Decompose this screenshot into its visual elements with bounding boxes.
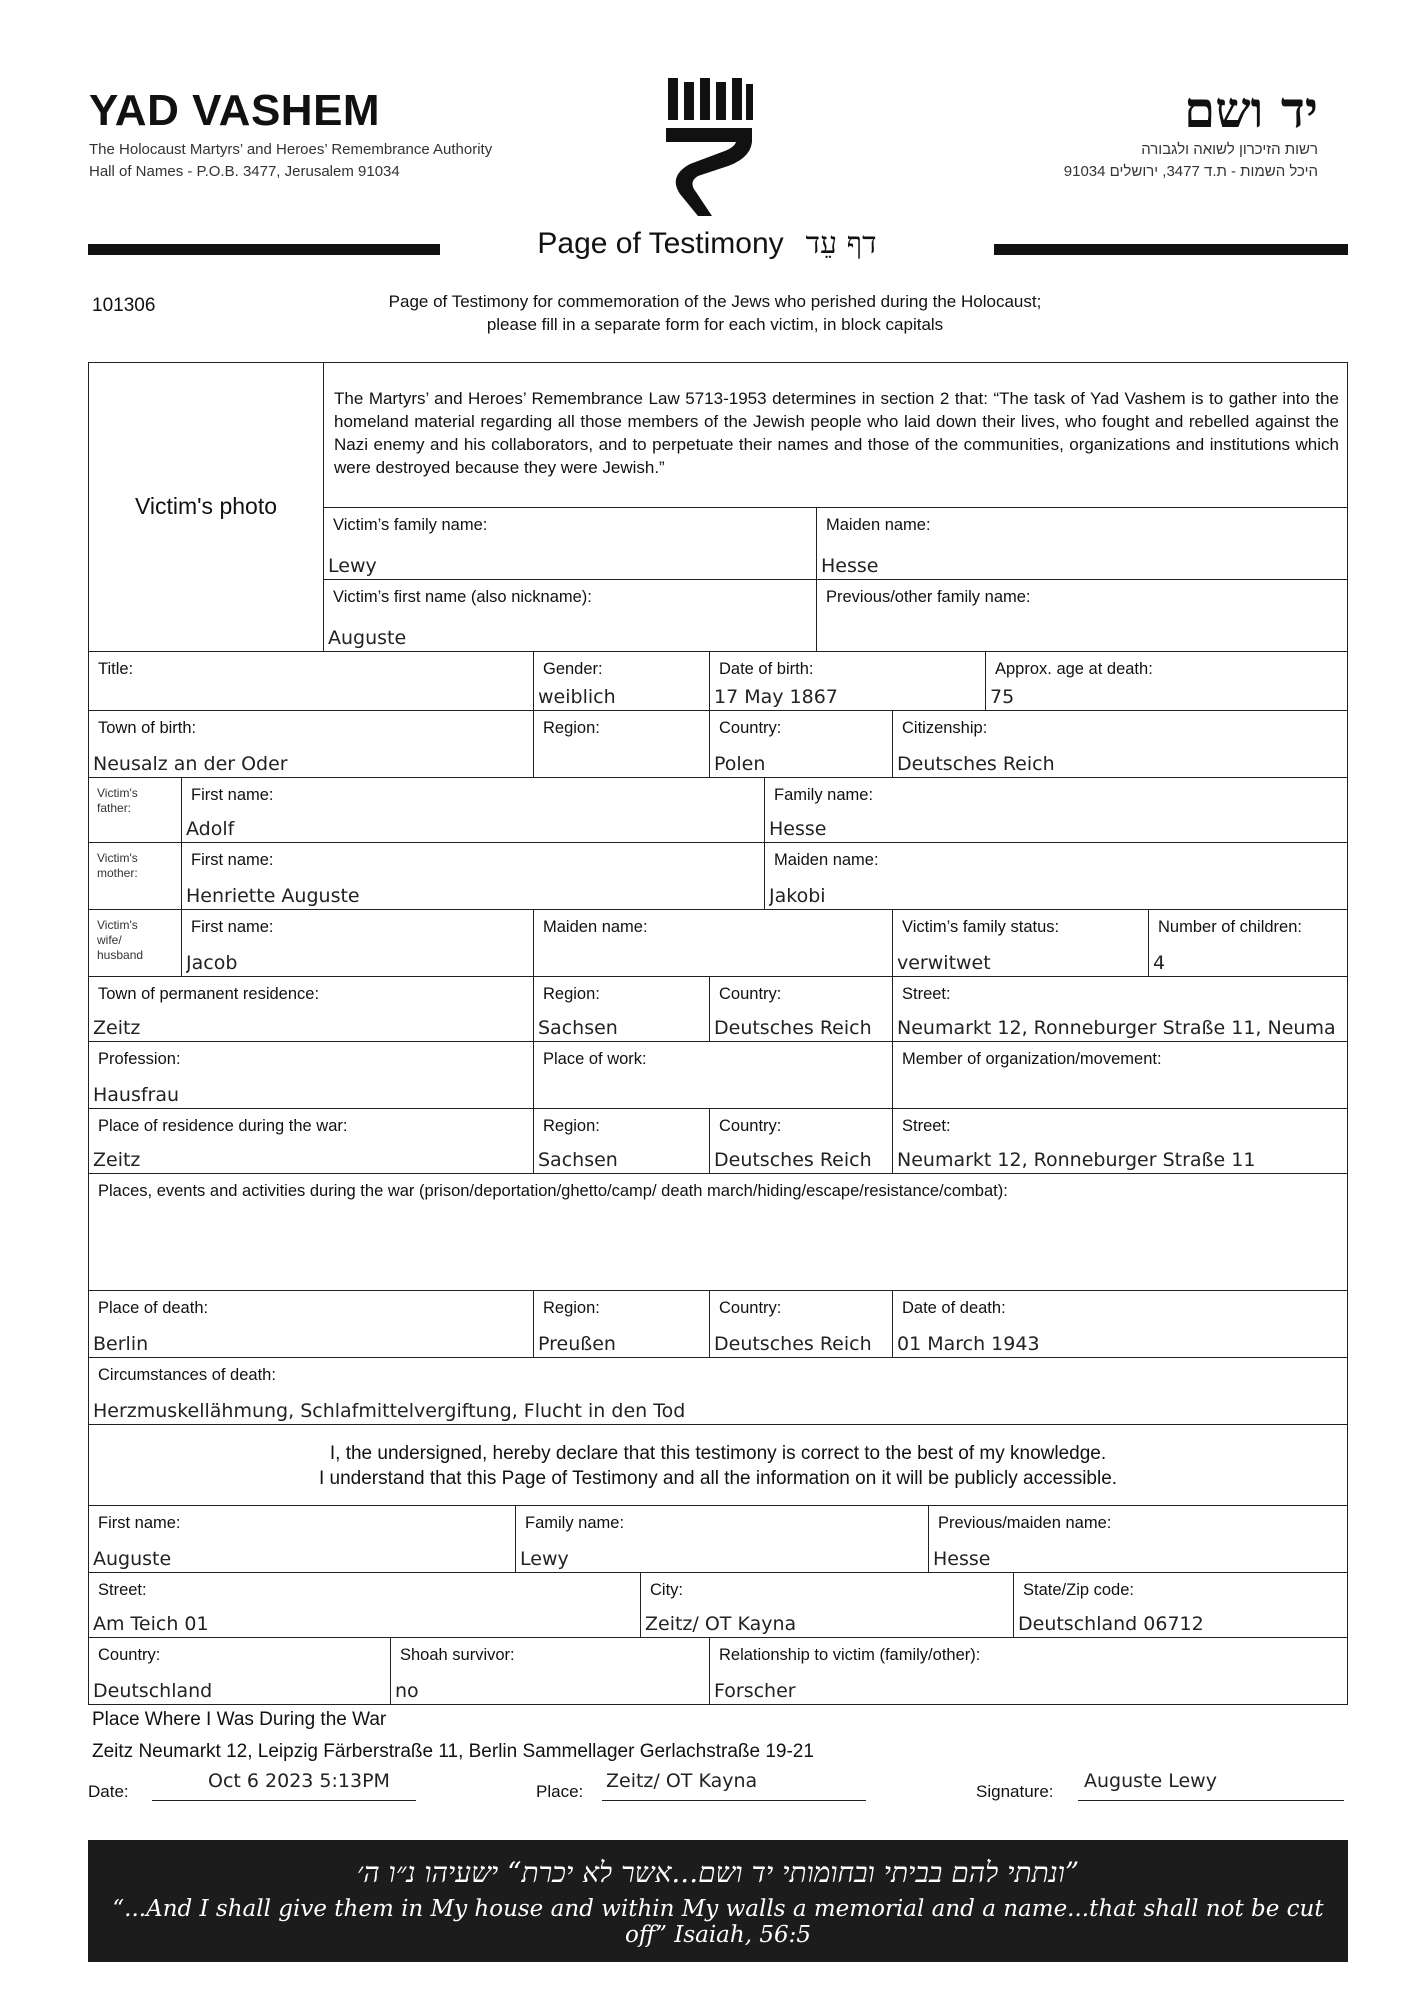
date-of-death-field[interactable] <box>892 1290 1348 1358</box>
residence-region-value: Sachsen <box>538 1017 618 1039</box>
org-subtitle-hebrew-line2: היכל השמות - ת.ד 3477, ירושלים 91034 <box>1063 163 1318 180</box>
residence-region-field[interactable] <box>533 976 710 1042</box>
place-label: Place: <box>536 1782 584 1801</box>
mother-side-label: Victim's mother: <box>97 851 138 880</box>
declaration-line1: I, the undersigned, hereby declare that this testimony is correct to the best of my knowledge. <box>329 1443 1107 1464</box>
form-intro <box>330 290 1100 336</box>
victim-photo-label: Victim's photo <box>134 493 278 519</box>
victim-age-label: Approx. age at death: <box>995 660 1153 678</box>
victim-title-label: Title: <box>98 660 134 678</box>
citizenship-label: Citizenship: <box>902 719 988 737</box>
country-of-birth-field[interactable] <box>709 710 893 778</box>
region-of-birth-field[interactable] <box>533 710 710 778</box>
father-side-label-box <box>88 777 182 843</box>
town-of-birth-field[interactable] <box>88 710 534 778</box>
country-of-birth-label: Country: <box>719 719 782 737</box>
residence-country-label: Country: <box>719 985 782 1003</box>
war-residence-place-value: Zeitz <box>93 1149 141 1171</box>
submitter-city-value: Zeitz/ OT Kayna <box>645 1613 797 1635</box>
submitter-first-name-field[interactable] <box>88 1505 516 1573</box>
father-family-name-label: Family name: <box>774 786 874 804</box>
victim-maiden-name-value: Hesse <box>821 555 879 577</box>
victim-maiden-name-label: Maiden name: <box>826 516 931 534</box>
war-place-label: Place Where I Was During the War <box>92 1709 387 1730</box>
victim-family-name-value: Lewy <box>328 555 377 577</box>
death-region-label: Region: <box>543 1299 600 1317</box>
submitter-previous-name-field[interactable] <box>928 1505 1348 1573</box>
footer-quote-english: “...And I shall give them in My house and within My walls a memorial and a name...that shall not be cut off” Isaiah, 56:5 <box>112 1896 1324 1948</box>
org-subtitle <box>89 139 492 183</box>
page-title <box>0 226 1414 261</box>
place-of-work-field[interactable] <box>533 1041 893 1109</box>
victim-family-name-field[interactable] <box>323 507 817 580</box>
victim-first-name-value: Auguste <box>328 627 407 649</box>
victim-previous-name-label: Previous/other family name: <box>826 588 1031 606</box>
date-value: Oct 6 2023 5:13PM <box>208 1770 390 1792</box>
org-subtitle-hebrew-line1: רשות הזיכרון לשואה ולגבורה <box>1141 141 1318 158</box>
declaration-box <box>88 1424 1348 1506</box>
victim-dob-value: 17 May 1867 <box>714 686 838 708</box>
family-status-label: Victim’s family status: <box>902 918 1060 936</box>
submitter-zip-field[interactable] <box>1013 1572 1348 1638</box>
spouse-side-label-box <box>88 909 182 977</box>
war-residence-country-label: Country: <box>719 1117 782 1135</box>
war-residence-region-field[interactable] <box>533 1108 710 1174</box>
submitter-country-field[interactable] <box>88 1637 391 1705</box>
org-name-hebrew: יד ושם <box>1184 80 1318 139</box>
submitter-country-label: Country: <box>98 1646 161 1664</box>
law-text: The Martyrs’ and Heroes’ Remembrance Law 5713-1953 determines in section 2 that: “The task of Yad Vashem is to gather into the homeland material regarding all those members of the Jewish people who laid down their lives, who fought and rebelled against the Nazi enemy and his collaborators, and to perpetuate their names and those of the communities, organizations and institutions which were destroyed because they were Jewish.” <box>334 389 1339 477</box>
law-text-box <box>323 362 1348 508</box>
death-country-label: Country: <box>719 1299 782 1317</box>
shoah-survivor-field[interactable] <box>390 1637 710 1705</box>
org-subtitle-line1: The Holocaust Martyrs’ and Heroes’ Remembrance Authority <box>89 141 493 158</box>
residence-town-label: Town of permanent residence: <box>98 985 320 1003</box>
victim-first-name-label: Victim’s first name (also nickname): <box>333 588 592 606</box>
submitter-previous-name-label: Previous/maiden name: <box>938 1514 1112 1532</box>
signature-field[interactable] <box>1078 1768 1344 1801</box>
number-of-children-field[interactable] <box>1148 909 1348 977</box>
relationship-label: Relationship to victim (family/other): <box>719 1646 981 1664</box>
place-of-death-label: Place of death: <box>98 1299 209 1317</box>
form-intro-line1: Page of Testimony for commemoration of the Jews who perished during the Holocaust; <box>388 292 1042 311</box>
war-residence-country-field[interactable] <box>709 1108 893 1174</box>
victim-family-name-label: Victim’s family name: <box>333 516 488 534</box>
submitter-previous-name-value: Hesse <box>933 1548 991 1570</box>
war-residence-street-value: Neumarkt 12, Ronneburger Straße 11 <box>897 1149 1256 1171</box>
death-region-value: Preußen <box>538 1333 616 1355</box>
residence-country-field[interactable] <box>709 976 893 1042</box>
country-of-birth-value: Polen <box>714 753 766 775</box>
father-first-name-label: First name: <box>191 786 274 804</box>
footer-quote-banner <box>88 1840 1348 1962</box>
place-of-death-value: Berlin <box>93 1333 149 1355</box>
place-of-death-field[interactable] <box>88 1290 534 1358</box>
date-of-death-label: Date of death: <box>902 1299 1006 1317</box>
death-country-value: Deutsches Reich <box>714 1333 872 1355</box>
org-subtitle-hebrew <box>1064 139 1318 183</box>
residence-street-value: Neumarkt 12, Ronneburger Straße 11, Neuma <box>897 1017 1336 1039</box>
page-title-english: Page of Testimony <box>537 227 784 260</box>
submitter-zip-value: Deutschland 06712 <box>1018 1613 1204 1635</box>
residence-town-value: Zeitz <box>93 1017 141 1039</box>
father-family-name-field[interactable] <box>764 777 1348 843</box>
submitter-family-name-label: Family name: <box>525 1514 625 1532</box>
profession-field[interactable] <box>88 1041 534 1109</box>
submitter-city-field[interactable] <box>640 1572 1014 1638</box>
declaration-line2: I understand that this Page of Testimony and all the information on it will be publicly accessible. <box>318 1468 1118 1489</box>
residence-street-label: Street: <box>902 985 951 1003</box>
war-residence-place-field[interactable] <box>88 1108 534 1174</box>
org-subtitle-line2: Hall of Names - P.O.B. 3477, Jerusalem 91034 <box>89 163 400 180</box>
citizenship-value: Deutsches Reich <box>897 753 1055 775</box>
form-intro-line2: please fill in a separate form for each victim, in block capitals <box>486 315 944 334</box>
declaration-text <box>89 1441 1347 1491</box>
place-of-work-label: Place of work: <box>543 1050 647 1068</box>
victim-dob-field[interactable] <box>709 651 986 711</box>
death-circumstances-value: Herzmuskellähmung, Schlafmittelvergiftung, Flucht in den Tod <box>93 1400 686 1422</box>
victim-age-value: 75 <box>990 686 1015 708</box>
submitter-country-value: Deutschland <box>93 1680 213 1702</box>
page-title-hebrew: דף עֵד <box>805 226 877 261</box>
death-country-field[interactable] <box>709 1290 893 1358</box>
profession-value: Hausfrau <box>93 1084 180 1106</box>
town-of-birth-label: Town of birth: <box>98 719 197 737</box>
date-label: Date: <box>88 1782 129 1801</box>
death-circumstances-field[interactable] <box>88 1357 1348 1425</box>
relationship-value: Forscher <box>714 1680 796 1702</box>
residence-region-label: Region: <box>543 985 600 1003</box>
submitter-first-name-label: First name: <box>98 1514 181 1532</box>
number-of-children-value: 4 <box>1153 952 1166 974</box>
organization-member-label: Member of organization/movement: <box>902 1050 1162 1068</box>
war-residence-country-value: Deutsches Reich <box>714 1149 872 1171</box>
family-status-value: verwitwet <box>897 952 991 974</box>
form-number: 101306 <box>92 295 156 316</box>
victim-gender-field[interactable] <box>533 651 710 711</box>
shoah-survivor-label: Shoah survivor: <box>400 1646 515 1664</box>
submitter-city-label: City: <box>650 1581 683 1599</box>
citizenship-field[interactable] <box>892 710 1348 778</box>
number-of-children-label: Number of children: <box>1158 918 1302 936</box>
submitter-street-value: Am Teich 01 <box>93 1613 209 1635</box>
date-field[interactable] <box>152 1768 416 1801</box>
place-field[interactable] <box>602 1768 866 1801</box>
victim-gender-value: weiblich <box>538 686 616 708</box>
spouse-maiden-name-field[interactable] <box>533 909 893 977</box>
residence-street-field[interactable] <box>892 976 1348 1042</box>
father-first-name-field[interactable] <box>181 777 765 843</box>
submitter-family-name-field[interactable] <box>515 1505 929 1573</box>
region-of-birth-label: Region: <box>543 719 600 737</box>
war-residence-place-label: Place of residence during the war: <box>98 1117 348 1135</box>
mother-maiden-name-value: Jakobi <box>769 885 826 907</box>
signature-label: Signature: <box>976 1782 1054 1801</box>
victim-dob-label: Date of birth: <box>719 660 814 678</box>
submitter-street-label: Street: <box>98 1581 147 1599</box>
spouse-maiden-name-label: Maiden name: <box>543 918 648 936</box>
war-events-label: Places, events and activities during the war (prison/deportation/ghetto/camp/ death march/hiding/escape/resistance/combat): <box>98 1182 1008 1200</box>
death-region-field[interactable] <box>533 1290 710 1358</box>
victim-gender-label: Gender: <box>543 660 603 678</box>
spouse-first-name-value: Jacob <box>186 952 238 974</box>
mother-first-name-field[interactable] <box>181 842 765 910</box>
death-circumstances-label: Circumstances of death: <box>98 1366 276 1384</box>
org-name: YAD VASHEM <box>89 86 381 135</box>
footer-quote-hebrew: ”ונתתי להם בביתי ובחומותי יד ושם...אשר לא יכרת“ ישעיהו נ״ו ה׳ <box>356 1856 1080 1889</box>
shoah-survivor-value: no <box>395 1680 419 1702</box>
organization-member-field[interactable] <box>892 1041 1348 1109</box>
family-status-field[interactable] <box>892 909 1149 977</box>
signature-value: Auguste Lewy <box>1084 1770 1217 1792</box>
profession-label: Profession: <box>98 1050 181 1068</box>
victim-first-name-field[interactable] <box>323 579 817 652</box>
war-residence-region-value: Sachsen <box>538 1149 618 1171</box>
submitter-street-field[interactable] <box>88 1572 641 1638</box>
mother-maiden-name-label: Maiden name: <box>774 851 879 869</box>
spouse-side-label: Victim's wife/ husband <box>97 918 144 962</box>
victim-previous-name-field[interactable] <box>816 579 1348 652</box>
spouse-first-name-label: First name: <box>191 918 274 936</box>
father-family-name-value: Hesse <box>769 818 827 840</box>
submitter-family-name-value: Lewy <box>520 1548 569 1570</box>
war-residence-street-field[interactable] <box>892 1108 1348 1174</box>
town-of-birth-value: Neusalz an der Oder <box>93 753 288 775</box>
relationship-field[interactable] <box>709 1637 1348 1705</box>
residence-country-value: Deutsches Reich <box>714 1017 872 1039</box>
war-residence-street-label: Street: <box>902 1117 951 1135</box>
place-value: Zeitz/ OT Kayna <box>606 1770 758 1792</box>
yad-vashem-logo-icon <box>664 76 754 218</box>
mother-first-name-label: First name: <box>191 851 274 869</box>
date-of-death-value: 01 March 1943 <box>897 1333 1040 1355</box>
war-events-field[interactable] <box>88 1173 1348 1291</box>
victim-photo-box[interactable] <box>88 362 324 652</box>
father-side-label: Victim's father: <box>97 786 138 815</box>
spouse-first-name-field[interactable] <box>181 909 534 977</box>
submitter-zip-label: State/Zip code: <box>1023 1581 1134 1599</box>
submitter-first-name-value: Auguste <box>93 1548 172 1570</box>
war-place-value: Zeitz Neumarkt 12, Leipzig Färberstraße 11, Berlin Sammellager Gerlachstraße 19-21 <box>92 1741 814 1762</box>
war-residence-region-label: Region: <box>543 1117 600 1135</box>
mother-first-name-value: Henriette Auguste <box>186 885 360 907</box>
residence-town-field[interactable] <box>88 976 534 1042</box>
victim-title-field[interactable] <box>88 651 534 711</box>
father-first-name-value: Adolf <box>186 818 235 840</box>
mother-maiden-name-field[interactable] <box>764 842 1348 910</box>
victim-maiden-name-field[interactable] <box>816 507 1348 580</box>
victim-age-field[interactable] <box>985 651 1348 711</box>
mother-side-label-box <box>88 842 182 910</box>
